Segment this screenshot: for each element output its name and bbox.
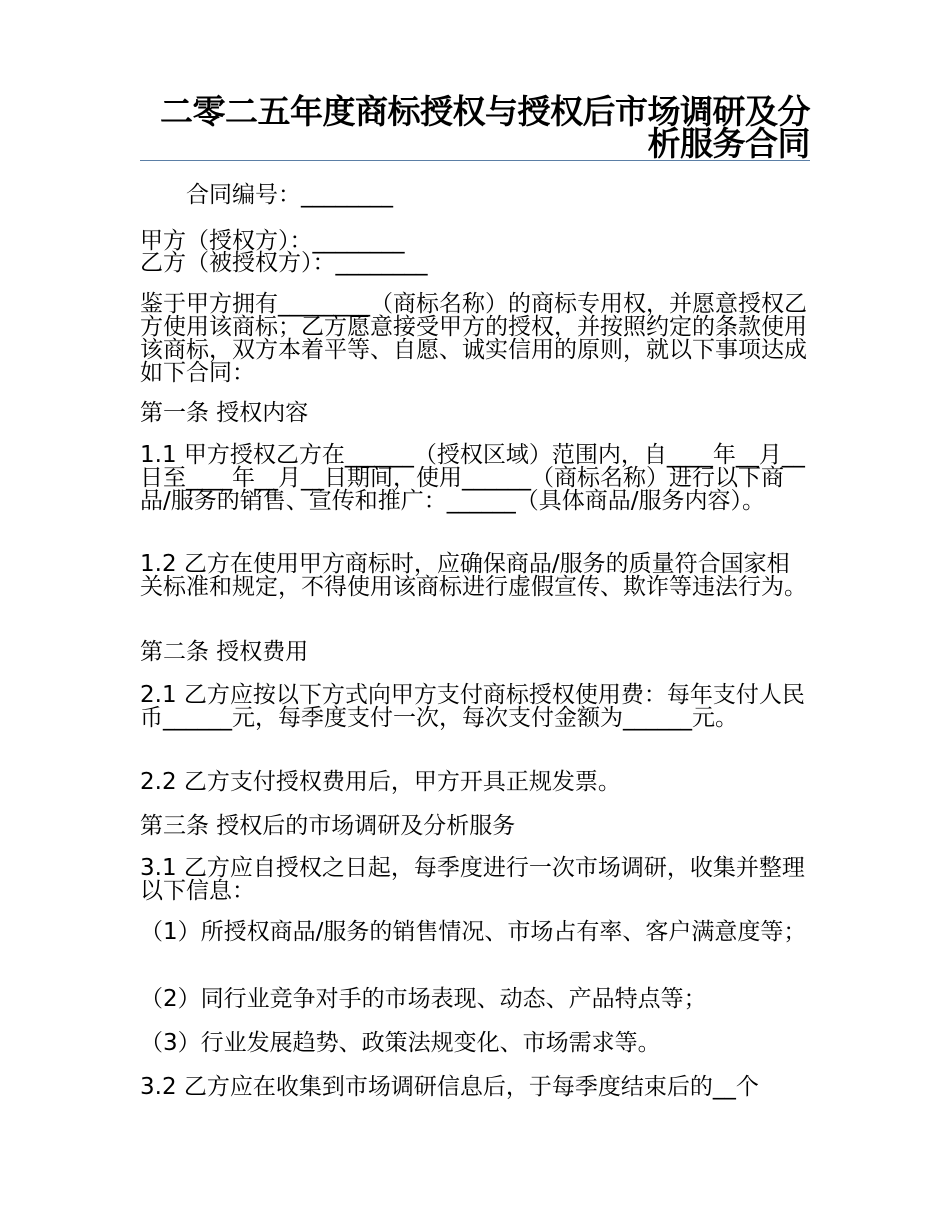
article-3-heading: 第三条 授权后的市场调研及分析服务 [140,813,516,839]
article-1-heading: 第一条 授权内容 [140,400,309,426]
clause-1-1: 1.1 甲方授权乙方在______（授权区域）范围内，自____年__月__日至____年__月__日期间，使用______（商标名称）进行以下商品/服务的销售、宣传和推广：______（具体商品/服务内容）。 [140,442,805,514]
list-item-2: （2）同行业竞争对手的市场表现、动态、产品特点等； [140,986,707,1012]
clause-3-2: 3.2 乙方应在收集到市场调研信息后，于每季度结束后的__个 [140,1074,759,1100]
party-a: 甲方（授权方）：________ [140,228,405,254]
clause-2-2: 2.2 乙方支付授权费用后，甲方开具正规发票。 [140,769,621,795]
list-item-1: （1）所授权商品/服务的销售情况、市场占有率、客户满意度等； [140,919,807,945]
party-b: 乙方（被授权方）：________ [140,250,428,276]
clause-2-1: 2.1 乙方应按以下方式向甲方支付商标授权使用费：每年支付人民币______元，每季度支付一次，每次支付金额为______元。 [140,682,805,731]
preamble-paragraph: 鉴于甲方拥有________（商标名称）的商标专用权，并愿意授权乙方使用该商标；乙方愿意接受甲方的授权，并按照约定的条款使用该商标，双方本着平等、自愿、诚实信用的原则，就以下事项达成如下合同： [140,291,807,386]
contract-number: 合同编号：________ [186,182,393,208]
document-title: 二零二五年度商标授权与授权后市场调研及分析服务合同 [160,92,810,163]
clause-1-2: 1.2 乙方在使用甲方商标时，应确保商品/服务的质量符合国家相关标准和规定，不得使用该商标进行虚假宣传、欺诈等违法行为。 [140,551,807,600]
article-2-heading: 第二条 授权费用 [140,639,309,665]
clause-3-1: 3.1 乙方应自授权之日起，每季度进行一次市场调研，收集并整理以下信息： [140,855,805,904]
title-divider [140,160,810,161]
list-item-3: （3）行业发展趋势、政策法规变化、市场需求等。 [140,1030,661,1056]
